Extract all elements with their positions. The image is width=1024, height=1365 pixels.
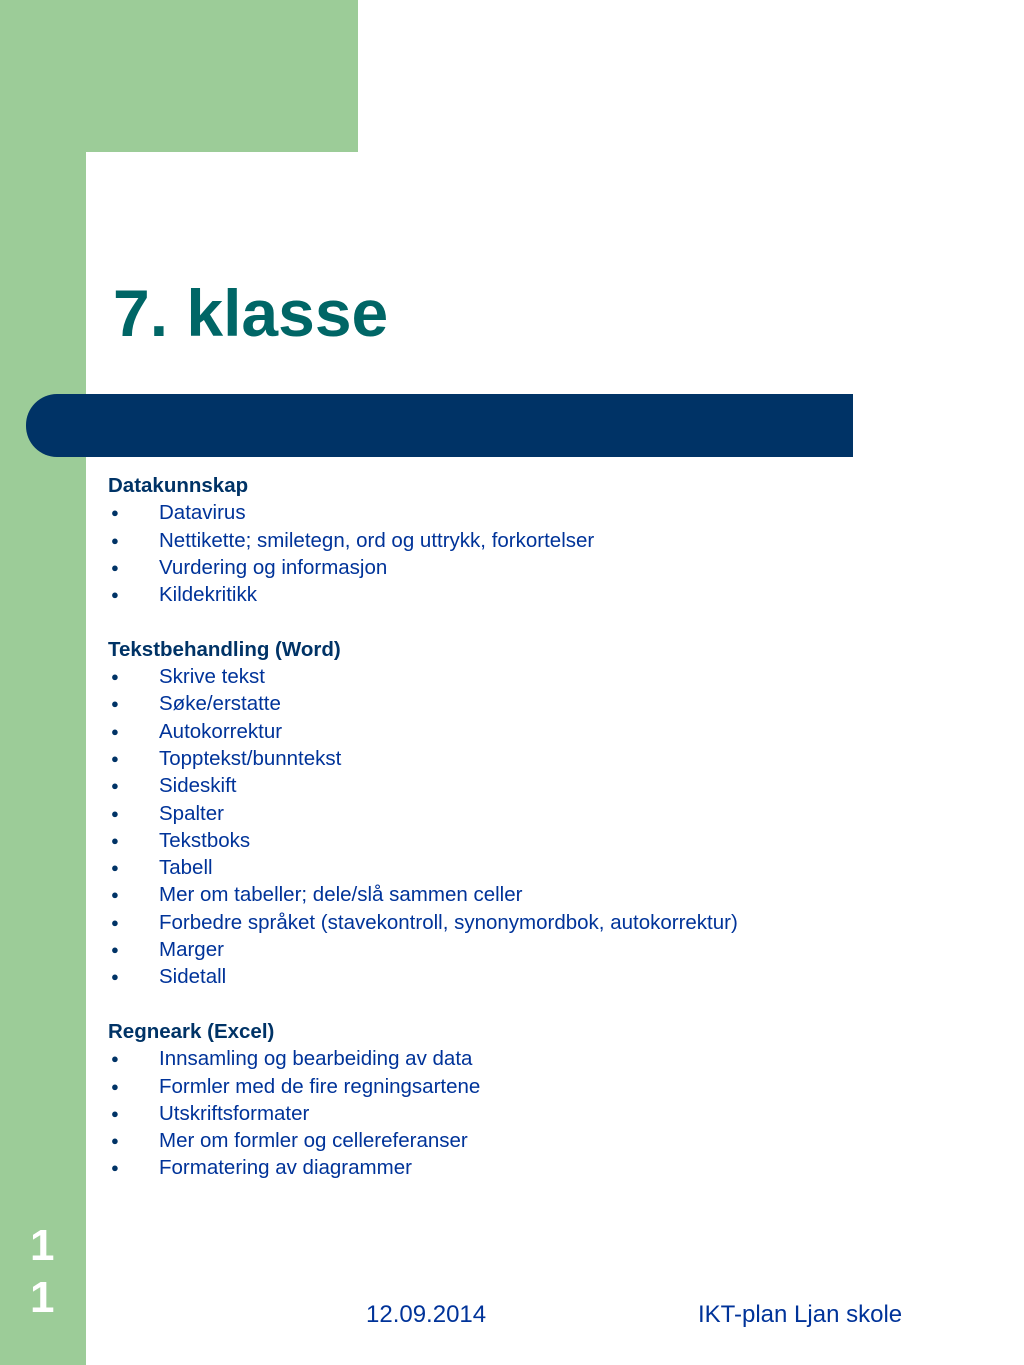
slide-content (108, 472, 908, 1182)
list-item-text: Autokorrektur (159, 719, 283, 743)
list-item (108, 909, 908, 936)
bullet-icon: ● (111, 942, 119, 958)
bullet-icon: ● (111, 860, 119, 876)
list-item-text: Skrive tekst (159, 665, 265, 689)
white-corner-curve (86, 152, 358, 392)
section-tekstbehandling (108, 636, 908, 991)
list-item-text: Sideskift (159, 774, 237, 798)
section-heading: Datakunnskap (108, 474, 249, 497)
slide-number (30, 1220, 60, 1324)
bullet-list (108, 663, 908, 991)
footer-title: IKT-plan Ljan skole (698, 1301, 903, 1328)
bullet-icon: ● (111, 587, 119, 603)
list-item-text: Utskriftsformater (159, 1101, 310, 1125)
bullet-icon: ● (111, 669, 119, 685)
section-spacer (108, 608, 908, 635)
section-datakunnskap (108, 472, 908, 608)
bullet-icon: ● (111, 505, 119, 521)
list-item (108, 527, 908, 554)
list-item (108, 881, 908, 908)
bullet-list (108, 1045, 908, 1181)
list-item (108, 718, 908, 745)
bullet-icon: ● (111, 1160, 119, 1176)
slide-number-line: 1 (30, 1273, 55, 1322)
section-heading: Regneark (Excel) (108, 1019, 275, 1043)
slide-title: 7. klasse (113, 276, 389, 350)
list-item-text: Tekstboks (159, 828, 251, 852)
list-item-text: Nettikette; smiletegn, ord og uttrykk, forkortelser (159, 528, 595, 552)
bullet-icon: ● (111, 723, 119, 739)
bullet-icon: ● (111, 1051, 119, 1067)
list-item (108, 854, 908, 881)
bullet-icon: ● (111, 805, 119, 821)
title-underline-bar (26, 394, 853, 457)
bullet-icon: ● (111, 1133, 119, 1149)
bullet-icon: ● (111, 1078, 119, 1094)
bullet-icon: ● (111, 532, 119, 548)
bullet-icon: ● (111, 1105, 119, 1121)
slide-number-line: 1 (30, 1221, 55, 1270)
list-item (108, 1073, 908, 1100)
bullet-icon: ● (111, 832, 119, 848)
list-item (108, 663, 908, 690)
list-item-text: Vurdering og informasjon (159, 555, 388, 579)
bullet-icon: ● (111, 559, 119, 575)
section-spacer (108, 991, 908, 1018)
list-item (108, 745, 908, 772)
list-item (108, 499, 908, 526)
list-item-text: Marger (159, 938, 224, 962)
bullet-icon: ● (111, 969, 119, 985)
list-item (108, 581, 908, 608)
bullet-icon: ● (111, 778, 119, 794)
green-top-block (0, 0, 358, 152)
list-item-text: Datavirus (159, 501, 246, 525)
list-item-text: Kildekritikk (159, 583, 257, 607)
list-item-text: Sidetall (159, 965, 227, 989)
list-item (108, 554, 908, 581)
bullet-icon: ● (111, 914, 119, 930)
list-item (108, 1154, 908, 1181)
bullet-icon: ● (111, 696, 119, 712)
footer-date: 12.09.2014 (366, 1301, 487, 1328)
list-item (108, 1100, 908, 1127)
bullet-icon: ● (111, 750, 119, 766)
green-side-band (0, 0, 86, 1365)
list-item-text: Spalter (159, 801, 224, 825)
list-item (108, 963, 908, 990)
list-item-text: Tabell (159, 856, 213, 880)
list-item (108, 1127, 908, 1154)
list-item (108, 827, 908, 854)
list-item-text: Mer om tabeller; dele/slå sammen celler (159, 883, 523, 907)
list-item-text: Formler med de fire regningsartene (159, 1074, 481, 1098)
list-item-text: Forbedre språket (stavekontroll, synonymordbok, autokorrektur) (159, 910, 738, 934)
list-item (108, 800, 908, 827)
bullet-icon: ● (111, 887, 119, 903)
list-item-text: Formatering av diagrammer (159, 1156, 412, 1180)
bullet-list (108, 499, 908, 608)
list-item-text: Innsamling og bearbeiding av data (159, 1047, 473, 1071)
list-item (108, 1045, 908, 1072)
list-item-text: Mer om formler og cellereferanser (159, 1129, 468, 1153)
section-regneark (108, 1018, 908, 1182)
section-heading: Tekstbehandling (Word) (108, 637, 341, 661)
list-item-text: Søke/erstatte (159, 692, 281, 716)
list-item (108, 772, 908, 799)
list-item (108, 936, 908, 963)
list-item-text: Topptekst/bunntekst (159, 746, 342, 770)
list-item (108, 690, 908, 717)
